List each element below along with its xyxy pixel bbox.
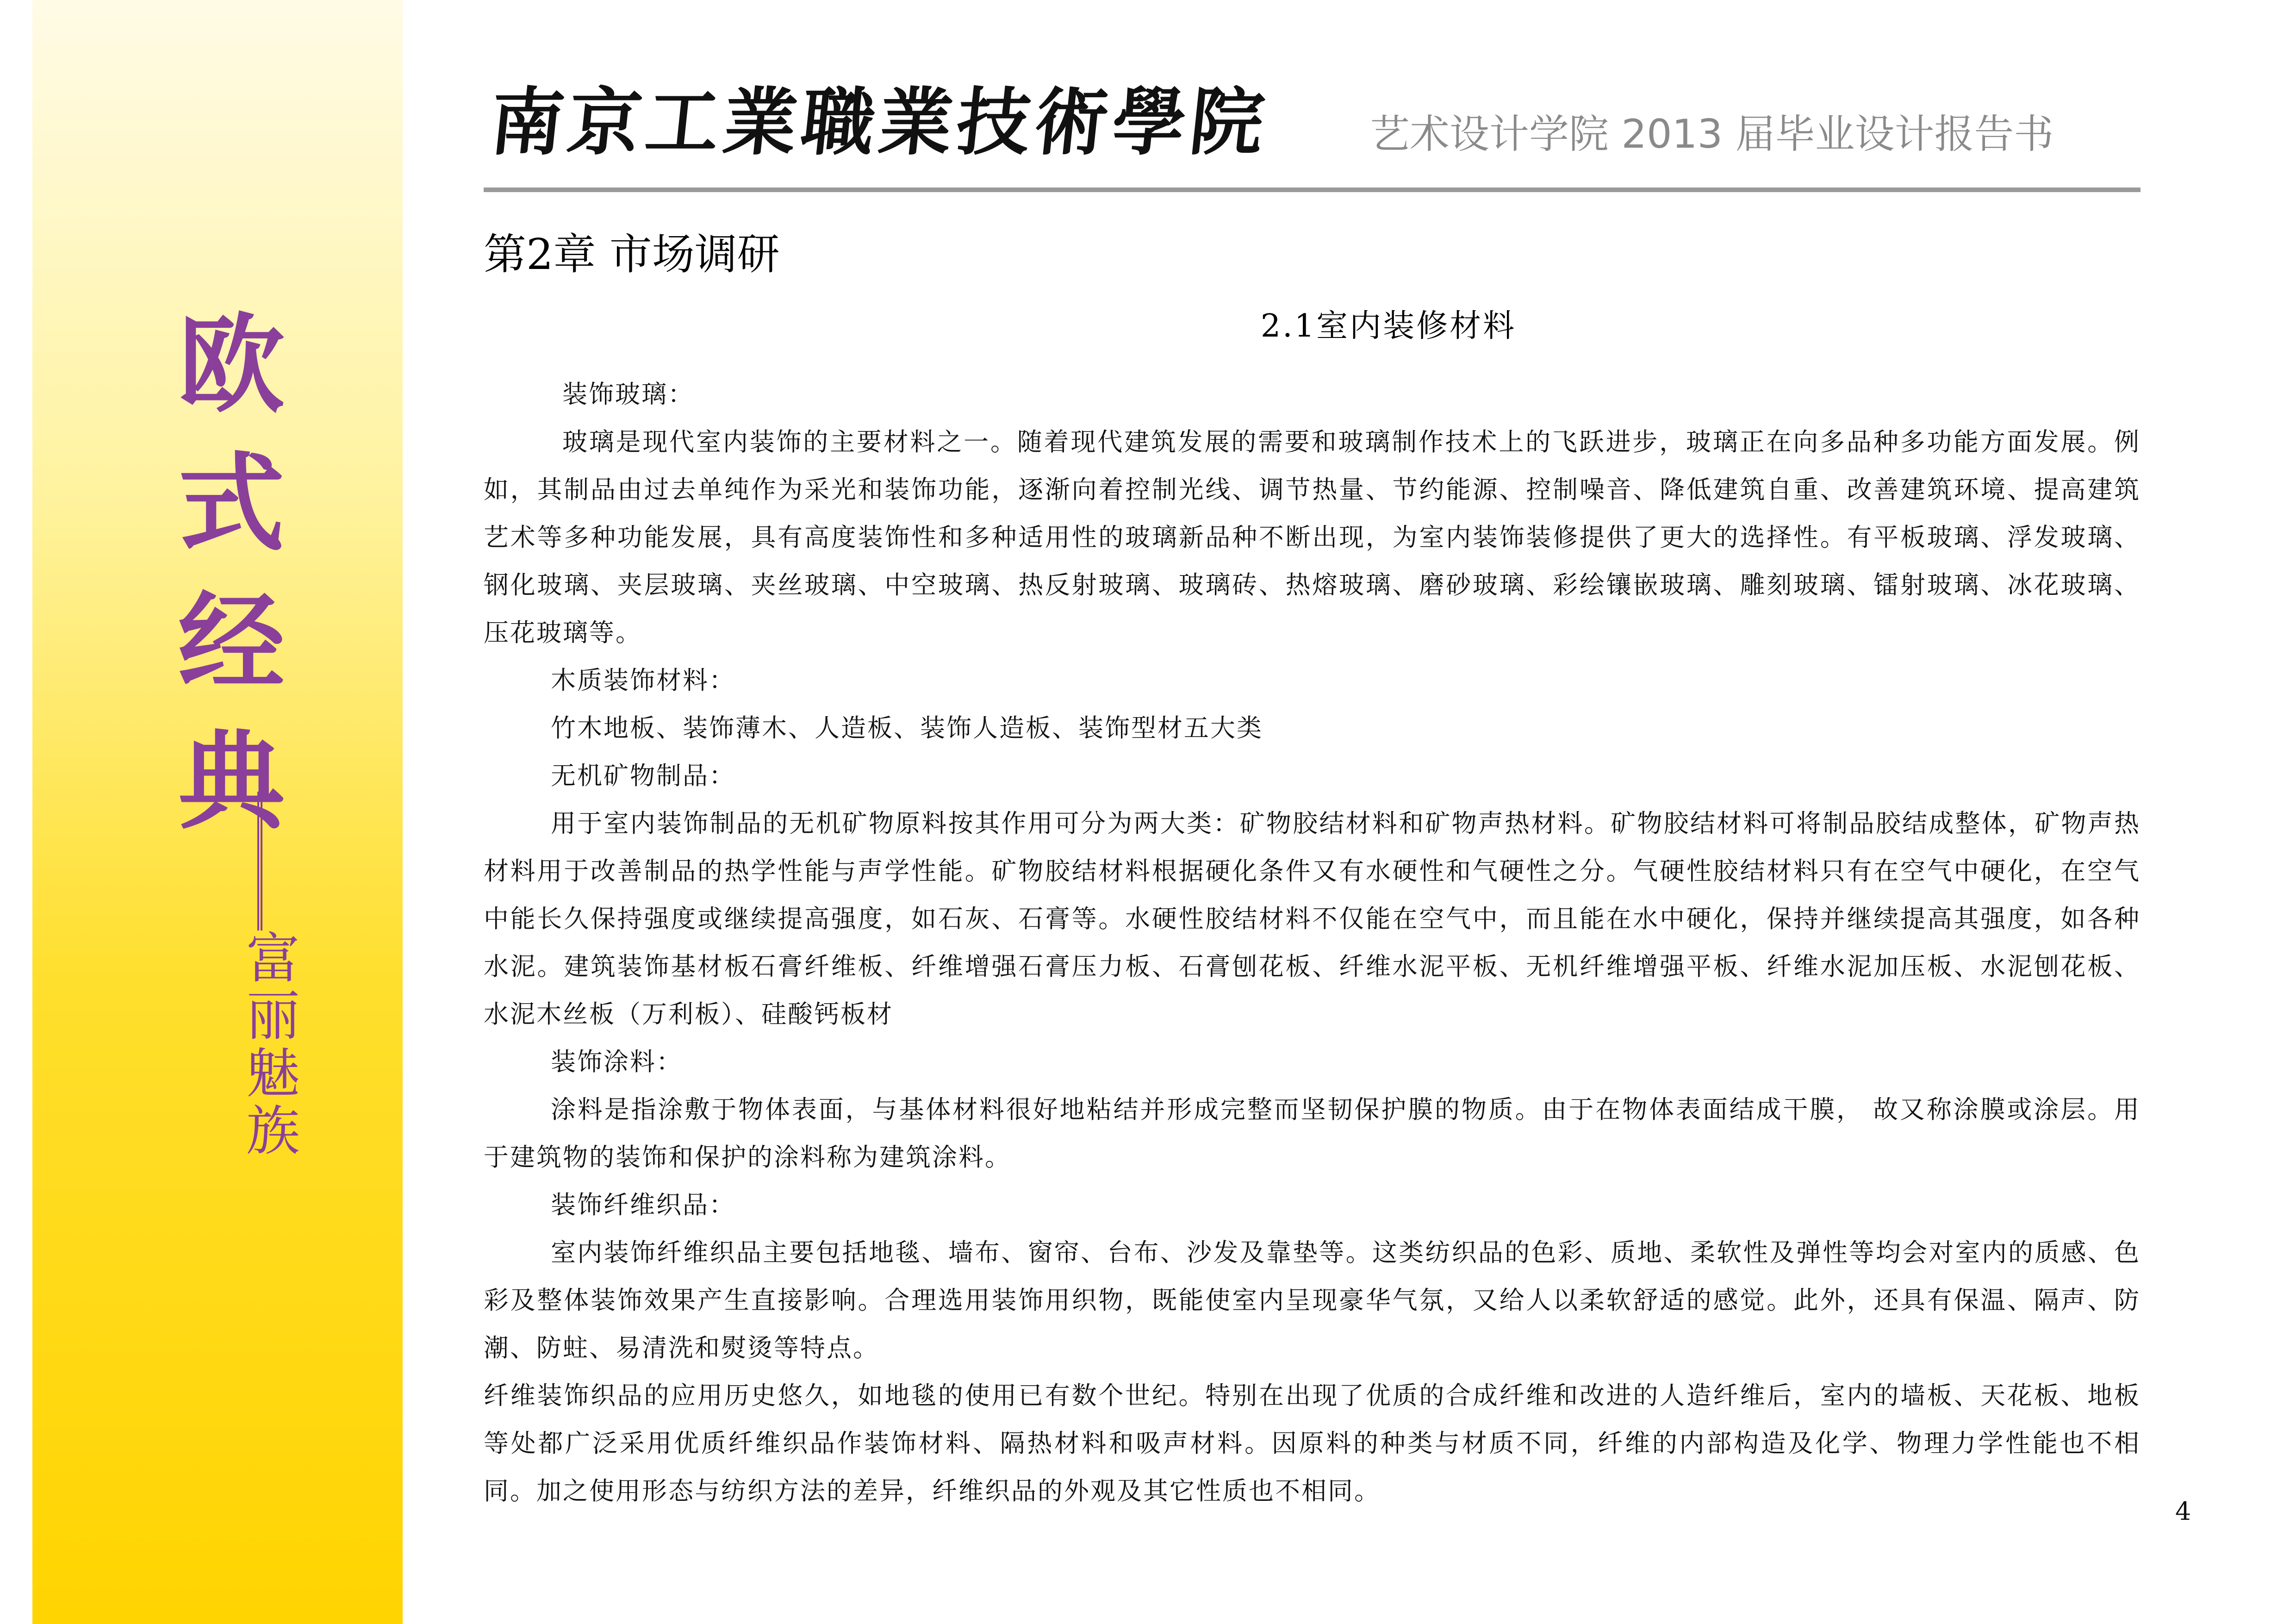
vertical-title-char: 典 (178, 720, 285, 844)
chapter-title: 第2章 市场调研 (484, 230, 780, 279)
paragraph: 涂料是指涂敷于物体表面，与基体材料很好地粘结并形成完整而坚韧保护膜的物质。由于在物体表面结成干膜， 故又称涂膜或涂层。用于建筑物的装饰和保护的涂料称为建筑涂料。 (484, 1095, 2140, 1172)
paragraph: 室内装饰纤维织品主要包括地毯、墙布、窗帘、台布、沙发及靠垫等。这类纺织品的色彩、质地、柔软性及弹性等均会对室内的质感、色彩及整体装饰效果产生直接影响。合理选用装饰用织物，既能使室内呈现豪华气氛，又给人以柔软舒适的感觉。此外，还具有保温、隔声、防潮、防蛀、易清洗和熨烫等特点。 (484, 1238, 2140, 1362)
college-logo-text: 南京工業職業技術學院 (486, 80, 1273, 165)
vertical-subtitle-char: 魅 (246, 1043, 300, 1105)
paragraph: 竹木地板、装饰薄木、人造板、装饰人造板、装饰型材五大类 (551, 713, 1263, 743)
paragraph-heading: 装饰玻璃： (562, 380, 694, 409)
paragraph: 玻璃是现代室内装饰的主要材料之一。随着现代建筑发展的需要和玻璃制作技术上的飞跃进步，玻璃正在向多品种多功能方面发展。例如，其制品由过去单纯作为采光和装饰功能，逐渐向着控制光线、调节热量、节约能源、控制噪音、降低建筑自重、改善建筑环境、提高建筑艺术等多种功能发展，具有高度装饰性和多种适用性的玻璃新品种不断出现，为室内装饰装修提供了更大的选择性。有平板玻璃、浮发玻璃、钢化玻璃、夹层玻璃、夹丝玻璃、中空玻璃、热反射玻璃、玻璃砖、热熔玻璃、磨砂玻璃、彩绘镶嵌玻璃、雕刻玻璃、镭射玻璃、冰花玻璃、压花玻璃等。 (484, 427, 2140, 647)
body-text (484, 370, 2140, 1515)
paragraph-heading: 无机矿物制品： (551, 761, 735, 790)
vertical-title-char: 式 (178, 443, 285, 566)
section-title: 2.1室内装修材料 (1260, 308, 1517, 344)
vertical-title-char: 欧 (178, 304, 285, 427)
sidebar-band (32, 0, 403, 1624)
vertical-title-char: 经 (178, 581, 285, 705)
vertical-subtitle-char: 丽 (246, 985, 300, 1048)
vertical-dash-divider (257, 792, 262, 931)
paragraph: 用于室内装饰制品的无机矿物原料按其作用可分为两大类：矿物胶结材料和矿物声热材料。矿物胶结材料可将制品胶结成整体，矿物声热材料用于改善制品的热学性能与声学性能。矿物胶结材料根据硬化条件又有水硬性和气硬性之分。气硬性胶结材料只有在空气中硬化，在空气中能长久保持强度或继续提高强度，如石灰、石膏等。水硬性胶结材料不仅能在空气中，而且能在水中硬化，保持并继续提高其强度，如各种水泥。建筑装饰基材板石膏纤维板、纤维增强石膏压力板、石膏刨花板、纤维水泥平板、无机纤维增强平板、纤维水泥加压板、水泥刨花板、水泥木丝板（万利板）、硅酸钙板材 (484, 809, 2140, 1029)
vertical-title (178, 296, 285, 852)
page-number: 4 (2175, 1497, 2191, 1526)
paragraph: 纤维装饰织品的应用历史悠久，如地毯的使用已有数个世纪。特别在出现了优质的合成纤维和改进的人造纤维后，室内的墙板、天花板、地板等处都广泛采用优质纤维织品作装饰材料、隔热材料和吸声材料。因原料的种类与材质不同，纤维的内部构造及化学、物理力学性能也不相同。加之使用形态与纺织方法的差异，纤维织品的外观及其它性质也不相同。 (484, 1381, 2140, 1505)
vertical-subtitle (236, 928, 310, 1162)
paragraph-heading: 装饰涂料： (551, 1047, 683, 1076)
paragraph-heading: 木质装饰材料： (551, 666, 735, 695)
vertical-subtitle-char: 富 (246, 928, 300, 990)
report-title: 艺术设计学院 2013 届毕业设计报告书 (1370, 111, 2054, 157)
header-divider (484, 187, 2140, 192)
paragraph-heading: 装饰纤维织品： (551, 1190, 735, 1219)
vertical-subtitle-char: 族 (246, 1100, 300, 1162)
